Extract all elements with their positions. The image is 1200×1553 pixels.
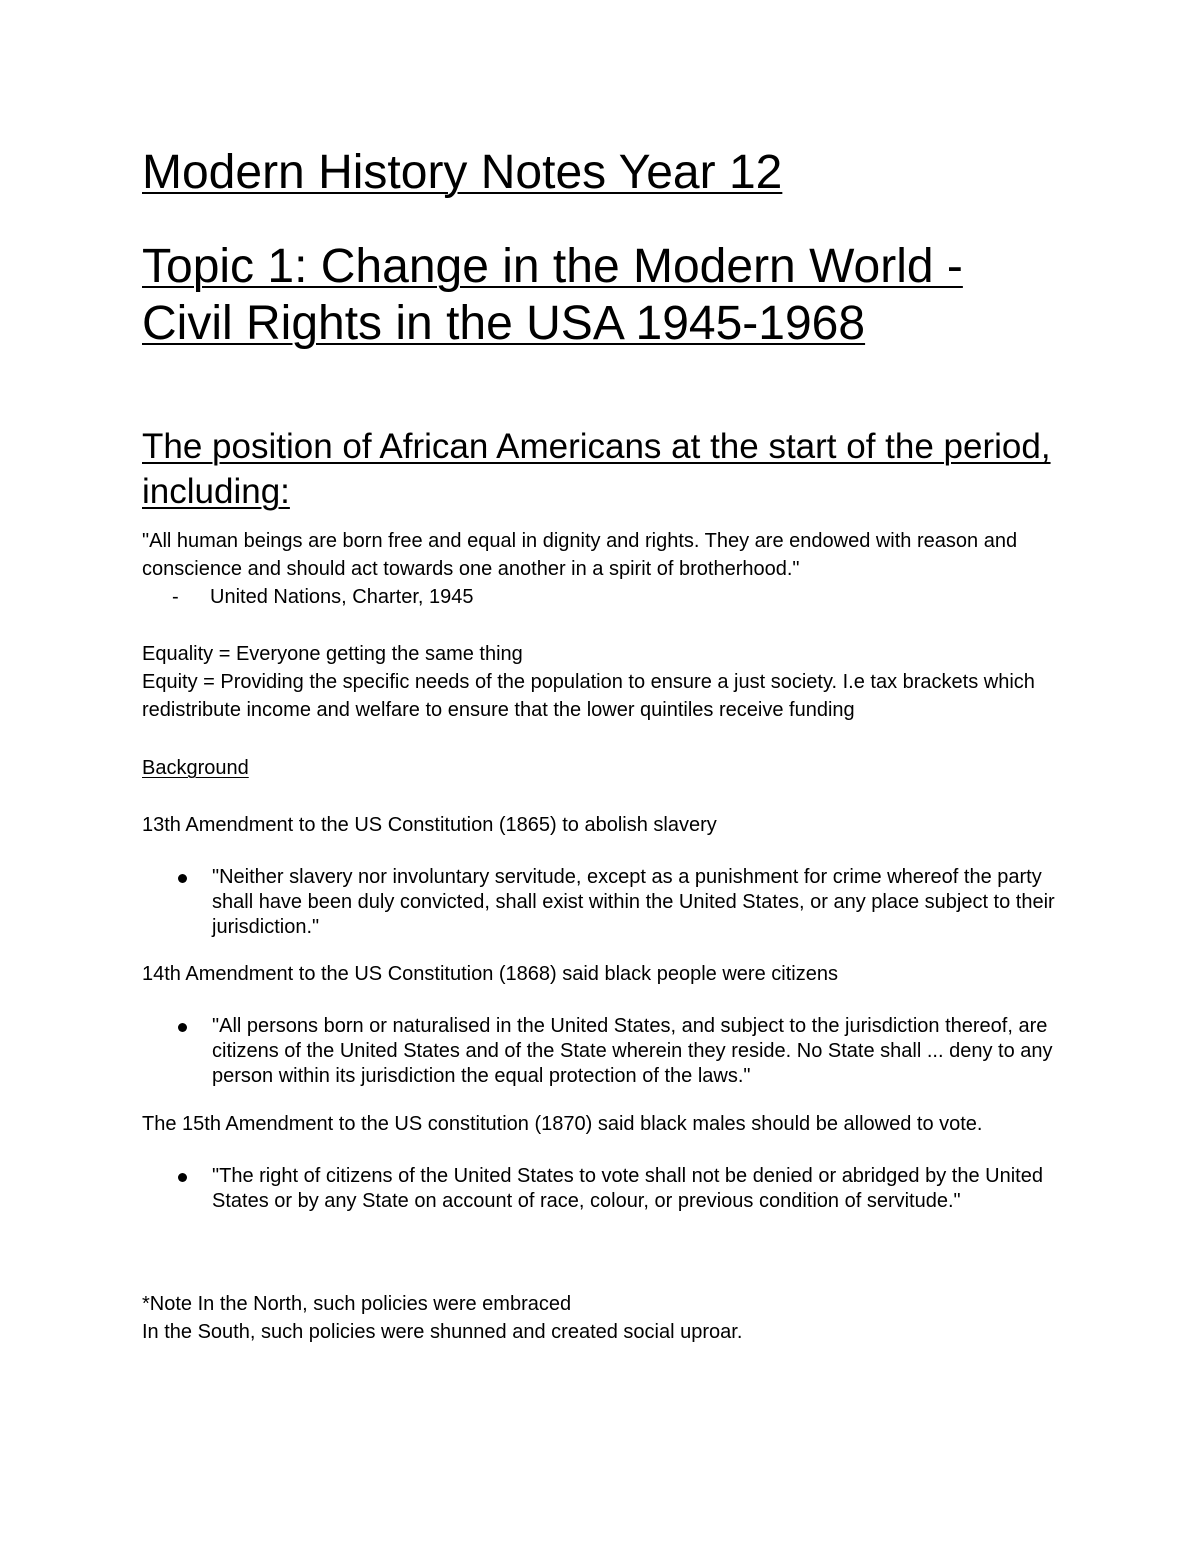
background-label: Background xyxy=(142,757,249,779)
note-line-north: *Note In the North, such policies were embraced xyxy=(142,1293,572,1315)
quote-attribution xyxy=(172,583,474,611)
amendment-14-quote: "All persons born or naturalised in the United States, and subject to the jurisdiction thereof, are citizens of the United States and of the State wherein they reside. No State shall ... deny to any person within its jurisdiction the equal protection of the laws." xyxy=(212,1015,1053,1087)
equality-definition: Equality = Everyone getting the same thing xyxy=(142,643,523,665)
amendment-15-quote: "The right of citizens of the United States to vote shall not be denied or abridged by the United States or by any State on account of race, colour, or previous condition of servitude." xyxy=(212,1165,1043,1212)
amendment-14-heading: 14th Amendment to the US Constitution (1868) said black people were citizens xyxy=(142,963,838,985)
attribution-dash: - xyxy=(172,586,179,608)
north-south-note xyxy=(142,1290,1062,1346)
bullet-icon xyxy=(178,874,187,883)
bullet-icon xyxy=(178,1023,187,1032)
amendment-13-quote: "Neither slavery nor involuntary servitude, except as a punishment for crime whereof the party shall have been duly convicted, shall exist within the United States, or any place subject to their jurisdiction." xyxy=(212,866,1055,938)
amendment-15-heading: The 15th Amendment to the US constitution (1870) said black males should be allowed to vote. xyxy=(142,1113,983,1135)
section-heading: The position of African Americans at the start of the period, including: xyxy=(142,427,1051,511)
equity-definition: Equity = Providing the specific needs of the population to ensure a just society. I.e tax brackets which redistribute income and welfare to ensure that the lower quintiles receive funding xyxy=(142,671,1035,721)
definitions xyxy=(142,640,1062,724)
document-title: Modern History Notes Year 12 xyxy=(142,146,783,199)
amendment-13-heading: 13th Amendment to the US Constitution (1865) to abolish slavery xyxy=(142,814,717,836)
attribution-source: United Nations, Charter, 1945 xyxy=(210,586,474,608)
un-charter-quote: "All human beings are born free and equal in dignity and rights. They are endowed with reason and conscience and should act towards one another in a spirit of brotherhood." xyxy=(142,530,1018,580)
topic-heading: Topic 1: Change in the Modern World - Civil Rights in the USA 1945-1968 xyxy=(142,240,963,350)
bullet-icon xyxy=(178,1173,187,1182)
note-line-south: In the South, such policies were shunned and created social uproar. xyxy=(142,1321,743,1343)
